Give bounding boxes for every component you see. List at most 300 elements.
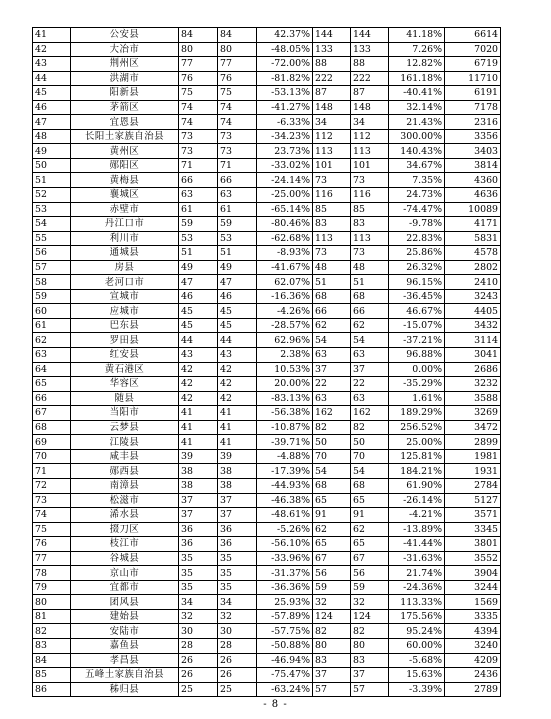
value-c-cell: 56 xyxy=(313,566,351,581)
region-name-cell: 建始县 xyxy=(71,609,179,624)
change-a-cell: -31.37% xyxy=(257,566,313,581)
value-a-cell: 53 xyxy=(179,231,218,246)
total-cell: 1931 xyxy=(445,464,501,479)
value-b-cell: 51 xyxy=(218,246,257,261)
value-b-cell: 75 xyxy=(218,86,257,101)
change-a-cell: -63.24% xyxy=(257,682,313,697)
total-cell: 1981 xyxy=(445,449,501,464)
value-d-cell: 57 xyxy=(351,682,389,697)
change-b-cell: 22.83% xyxy=(389,231,445,246)
change-b-cell: 300.00% xyxy=(389,129,445,144)
change-b-cell: -4.21% xyxy=(389,508,445,523)
change-b-cell: -13.89% xyxy=(389,522,445,537)
value-a-cell: 74 xyxy=(179,100,218,115)
value-d-cell: 83 xyxy=(351,217,389,232)
total-cell: 4578 xyxy=(445,246,501,261)
value-a-cell: 36 xyxy=(179,537,218,552)
change-a-cell: -28.57% xyxy=(257,318,313,333)
table-row xyxy=(33,304,501,319)
value-b-cell: 77 xyxy=(218,57,257,72)
value-a-cell: 38 xyxy=(179,464,218,479)
value-a-cell: 41 xyxy=(179,406,218,421)
total-cell: 7020 xyxy=(445,42,501,57)
value-c-cell: 67 xyxy=(313,551,351,566)
total-cell: 4636 xyxy=(445,188,501,203)
value-c-cell: 83 xyxy=(313,653,351,668)
value-b-cell: 30 xyxy=(218,624,257,639)
table-row xyxy=(33,86,501,101)
value-c-cell: 162 xyxy=(313,406,351,421)
table-row xyxy=(33,377,501,392)
change-a-cell: 23.73% xyxy=(257,144,313,159)
change-a-cell: -39.71% xyxy=(257,435,313,450)
rank-cell: 58 xyxy=(33,275,71,290)
rank-cell: 54 xyxy=(33,217,71,232)
total-cell: 1569 xyxy=(445,595,501,610)
change-b-cell: -37.21% xyxy=(389,333,445,348)
region-name-cell: 宣城市 xyxy=(71,289,179,304)
total-cell: 3240 xyxy=(445,638,501,653)
value-c-cell: 54 xyxy=(313,464,351,479)
change-a-cell: -81.82% xyxy=(257,71,313,86)
value-d-cell: 162 xyxy=(351,406,389,421)
value-b-cell: 38 xyxy=(218,478,257,493)
change-a-cell: -48.05% xyxy=(257,42,313,57)
rank-cell: 42 xyxy=(33,42,71,57)
value-d-cell: 65 xyxy=(351,493,389,508)
value-d-cell: 70 xyxy=(351,449,389,464)
table-row xyxy=(33,609,501,624)
table-row xyxy=(33,624,501,639)
value-d-cell: 82 xyxy=(351,420,389,435)
rank-cell: 64 xyxy=(33,362,71,377)
table-row xyxy=(33,668,501,683)
rank-cell: 69 xyxy=(33,435,71,450)
change-b-cell: 256.52% xyxy=(389,420,445,435)
value-b-cell: 53 xyxy=(218,231,257,246)
value-c-cell: 83 xyxy=(313,217,351,232)
table-row xyxy=(33,289,501,304)
change-b-cell: 21.74% xyxy=(389,566,445,581)
table-row xyxy=(33,449,501,464)
page-number: - 8 - xyxy=(263,699,288,710)
region-name-cell: 郧阳区 xyxy=(71,158,179,173)
total-cell: 11710 xyxy=(445,71,501,86)
change-a-cell: -46.94% xyxy=(257,653,313,668)
value-c-cell: 87 xyxy=(313,86,351,101)
region-name-cell: 团风县 xyxy=(71,595,179,610)
region-name-cell: 荆州区 xyxy=(71,57,179,72)
total-cell: 3345 xyxy=(445,522,501,537)
value-b-cell: 28 xyxy=(218,638,257,653)
region-name-cell: 红安县 xyxy=(71,348,179,363)
value-d-cell: 112 xyxy=(351,129,389,144)
region-name-cell: 黄州区 xyxy=(71,144,179,159)
rank-cell: 76 xyxy=(33,537,71,552)
value-a-cell: 42 xyxy=(179,377,218,392)
region-name-cell: 京山市 xyxy=(71,566,179,581)
rank-cell: 74 xyxy=(33,508,71,523)
value-d-cell: 48 xyxy=(351,260,389,275)
total-cell: 4209 xyxy=(445,653,501,668)
value-b-cell: 66 xyxy=(218,173,257,188)
value-c-cell: 65 xyxy=(313,537,351,552)
value-b-cell: 42 xyxy=(218,391,257,406)
rank-cell: 86 xyxy=(33,682,71,697)
value-c-cell: 50 xyxy=(313,435,351,450)
value-b-cell: 61 xyxy=(218,202,257,217)
change-b-cell: 175.56% xyxy=(389,609,445,624)
change-b-cell: 24.73% xyxy=(389,188,445,203)
change-a-cell: -56.38% xyxy=(257,406,313,421)
value-a-cell: 73 xyxy=(179,144,218,159)
change-a-cell: -48.61% xyxy=(257,508,313,523)
region-name-cell: 利川市 xyxy=(71,231,179,246)
change-b-cell: 25.00% xyxy=(389,435,445,450)
value-a-cell: 41 xyxy=(179,435,218,450)
value-b-cell: 73 xyxy=(218,144,257,159)
value-c-cell: 48 xyxy=(313,260,351,275)
total-cell: 3232 xyxy=(445,377,501,392)
value-d-cell: 62 xyxy=(351,522,389,537)
table-row xyxy=(33,217,501,232)
value-a-cell: 34 xyxy=(179,595,218,610)
region-name-cell: 应城市 xyxy=(71,304,179,319)
value-d-cell: 54 xyxy=(351,464,389,479)
table-row xyxy=(33,464,501,479)
table-row xyxy=(33,551,501,566)
table-row xyxy=(33,202,501,217)
value-a-cell: 75 xyxy=(179,86,218,101)
region-name-cell: 丹江口市 xyxy=(71,217,179,232)
region-name-cell: 阳新县 xyxy=(71,86,179,101)
rank-cell: 68 xyxy=(33,420,71,435)
table-row xyxy=(33,158,501,173)
change-a-cell: -17.39% xyxy=(257,464,313,479)
value-b-cell: 59 xyxy=(218,217,257,232)
change-a-cell: -80.46% xyxy=(257,217,313,232)
rank-cell: 41 xyxy=(33,28,71,43)
change-a-cell: -75.47% xyxy=(257,668,313,683)
region-name-cell: 罗田县 xyxy=(71,333,179,348)
region-name-cell: 安陆市 xyxy=(71,624,179,639)
value-c-cell: 34 xyxy=(313,115,351,130)
rank-cell: 80 xyxy=(33,595,71,610)
value-c-cell: 63 xyxy=(313,348,351,363)
value-d-cell: 133 xyxy=(351,42,389,57)
value-d-cell: 65 xyxy=(351,537,389,552)
value-c-cell: 51 xyxy=(313,275,351,290)
change-b-cell: -24.36% xyxy=(389,580,445,595)
total-cell: 2410 xyxy=(445,275,501,290)
value-d-cell: 67 xyxy=(351,551,389,566)
rank-cell: 51 xyxy=(33,173,71,188)
region-name-cell: 洪湖市 xyxy=(71,71,179,86)
rank-cell: 71 xyxy=(33,464,71,479)
table-row xyxy=(33,318,501,333)
value-a-cell: 73 xyxy=(179,129,218,144)
change-b-cell: 60.00% xyxy=(389,638,445,653)
change-a-cell: -10.87% xyxy=(257,420,313,435)
change-a-cell: -16.36% xyxy=(257,289,313,304)
change-a-cell: -62.68% xyxy=(257,231,313,246)
value-b-cell: 37 xyxy=(218,508,257,523)
region-name-cell: 大冶市 xyxy=(71,42,179,57)
value-c-cell: 37 xyxy=(313,362,351,377)
value-a-cell: 44 xyxy=(179,333,218,348)
total-cell: 3472 xyxy=(445,420,501,435)
rank-cell: 48 xyxy=(33,129,71,144)
table-row xyxy=(33,275,501,290)
value-b-cell: 80 xyxy=(218,42,257,57)
total-cell: 2802 xyxy=(445,260,501,275)
rank-cell: 47 xyxy=(33,115,71,130)
change-a-cell: -4.88% xyxy=(257,449,313,464)
value-a-cell: 35 xyxy=(179,551,218,566)
total-cell: 3432 xyxy=(445,318,501,333)
value-b-cell: 46 xyxy=(218,289,257,304)
change-a-cell: 20.00% xyxy=(257,377,313,392)
value-c-cell: 101 xyxy=(313,158,351,173)
value-a-cell: 32 xyxy=(179,609,218,624)
total-cell: 3335 xyxy=(445,609,501,624)
region-name-cell: 云梦县 xyxy=(71,420,179,435)
total-cell: 3588 xyxy=(445,391,501,406)
change-a-cell: -34.23% xyxy=(257,129,313,144)
value-d-cell: 68 xyxy=(351,289,389,304)
table-row xyxy=(33,260,501,275)
value-d-cell: 148 xyxy=(351,100,389,115)
table-row xyxy=(33,580,501,595)
table-row xyxy=(33,406,501,421)
value-c-cell: 32 xyxy=(313,595,351,610)
table-row xyxy=(33,57,501,72)
value-a-cell: 26 xyxy=(179,668,218,683)
value-d-cell: 124 xyxy=(351,609,389,624)
value-c-cell: 22 xyxy=(313,377,351,392)
value-a-cell: 80 xyxy=(179,42,218,57)
value-a-cell: 30 xyxy=(179,624,218,639)
change-a-cell: -44.93% xyxy=(257,478,313,493)
value-c-cell: 112 xyxy=(313,129,351,144)
value-b-cell: 47 xyxy=(218,275,257,290)
total-cell: 6719 xyxy=(445,57,501,72)
value-b-cell: 45 xyxy=(218,318,257,333)
value-d-cell: 63 xyxy=(351,391,389,406)
value-a-cell: 26 xyxy=(179,653,218,668)
value-c-cell: 73 xyxy=(313,173,351,188)
value-d-cell: 83 xyxy=(351,653,389,668)
change-a-cell: -65.14% xyxy=(257,202,313,217)
value-a-cell: 71 xyxy=(179,158,218,173)
value-c-cell: 65 xyxy=(313,493,351,508)
value-b-cell: 25 xyxy=(218,682,257,697)
rank-cell: 45 xyxy=(33,86,71,101)
change-a-cell: 42.37% xyxy=(257,28,313,43)
value-c-cell: 62 xyxy=(313,522,351,537)
table-row xyxy=(33,333,501,348)
change-b-cell: 26.32% xyxy=(389,260,445,275)
table-row xyxy=(33,42,501,57)
value-c-cell: 62 xyxy=(313,318,351,333)
value-c-cell: 73 xyxy=(313,246,351,261)
change-b-cell: -36.45% xyxy=(389,289,445,304)
value-c-cell: 80 xyxy=(313,638,351,653)
table-row xyxy=(33,420,501,435)
region-name-cell: 咸丰县 xyxy=(71,449,179,464)
total-cell: 10089 xyxy=(445,202,501,217)
value-c-cell: 70 xyxy=(313,449,351,464)
change-b-cell: 32.14% xyxy=(389,100,445,115)
region-name-cell: 掇刀区 xyxy=(71,522,179,537)
value-b-cell: 63 xyxy=(218,188,257,203)
rank-cell: 78 xyxy=(33,566,71,581)
total-cell: 4394 xyxy=(445,624,501,639)
change-b-cell: 161.18% xyxy=(389,71,445,86)
value-d-cell: 66 xyxy=(351,304,389,319)
change-a-cell: 2.38% xyxy=(257,348,313,363)
table-row xyxy=(33,508,501,523)
rank-cell: 73 xyxy=(33,493,71,508)
rank-cell: 53 xyxy=(33,202,71,217)
region-name-cell: 长阳土家族自治县 xyxy=(71,129,179,144)
rank-cell: 65 xyxy=(33,377,71,392)
region-name-cell: 宜恩县 xyxy=(71,115,179,130)
change-b-cell: 34.67% xyxy=(389,158,445,173)
region-name-cell: 老河口市 xyxy=(71,275,179,290)
rank-cell: 44 xyxy=(33,71,71,86)
value-b-cell: 74 xyxy=(218,100,257,115)
change-b-cell: 1.61% xyxy=(389,391,445,406)
change-a-cell: -25.00% xyxy=(257,188,313,203)
table-row xyxy=(33,493,501,508)
region-name-cell: 襄城区 xyxy=(71,188,179,203)
value-d-cell: 68 xyxy=(351,478,389,493)
table-row xyxy=(33,231,501,246)
total-cell: 6614 xyxy=(445,28,501,43)
total-cell: 3904 xyxy=(445,566,501,581)
change-b-cell: -3.39% xyxy=(389,682,445,697)
value-b-cell: 36 xyxy=(218,537,257,552)
change-b-cell: 189.29% xyxy=(389,406,445,421)
value-d-cell: 101 xyxy=(351,158,389,173)
value-a-cell: 45 xyxy=(179,304,218,319)
change-a-cell: -33.96% xyxy=(257,551,313,566)
rank-cell: 83 xyxy=(33,638,71,653)
value-c-cell: 59 xyxy=(313,580,351,595)
change-a-cell: -57.75% xyxy=(257,624,313,639)
change-a-cell: -33.02% xyxy=(257,158,313,173)
value-d-cell: 51 xyxy=(351,275,389,290)
value-a-cell: 42 xyxy=(179,362,218,377)
table-row xyxy=(33,595,501,610)
rank-cell: 70 xyxy=(33,449,71,464)
region-name-cell: 华容区 xyxy=(71,377,179,392)
table-row xyxy=(33,188,501,203)
value-d-cell: 85 xyxy=(351,202,389,217)
change-a-cell: -53.13% xyxy=(257,86,313,101)
value-c-cell: 37 xyxy=(313,668,351,683)
value-c-cell: 91 xyxy=(313,508,351,523)
rank-cell: 72 xyxy=(33,478,71,493)
rank-cell: 61 xyxy=(33,318,71,333)
value-c-cell: 148 xyxy=(313,100,351,115)
total-cell: 3814 xyxy=(445,158,501,173)
table-row xyxy=(33,435,501,450)
total-cell: 3269 xyxy=(445,406,501,421)
change-a-cell: -50.88% xyxy=(257,638,313,653)
value-c-cell: 113 xyxy=(313,231,351,246)
value-c-cell: 63 xyxy=(313,391,351,406)
change-b-cell: 46.67% xyxy=(389,304,445,319)
value-a-cell: 76 xyxy=(179,71,218,86)
change-b-cell: 113.33% xyxy=(389,595,445,610)
value-a-cell: 49 xyxy=(179,260,218,275)
value-d-cell: 144 xyxy=(351,28,389,43)
change-a-cell: -57.89% xyxy=(257,609,313,624)
change-a-cell: 62.07% xyxy=(257,275,313,290)
value-b-cell: 84 xyxy=(218,28,257,43)
change-a-cell: -4.26% xyxy=(257,304,313,319)
total-cell: 2436 xyxy=(445,668,501,683)
region-name-cell: 孝昌县 xyxy=(71,653,179,668)
value-d-cell: 116 xyxy=(351,188,389,203)
value-c-cell: 144 xyxy=(313,28,351,43)
value-b-cell: 38 xyxy=(218,464,257,479)
change-a-cell: -41.67% xyxy=(257,260,313,275)
region-name-cell: 随县 xyxy=(71,391,179,406)
value-a-cell: 35 xyxy=(179,566,218,581)
rank-cell: 75 xyxy=(33,522,71,537)
change-b-cell: 95.24% xyxy=(389,624,445,639)
table-row xyxy=(33,129,501,144)
change-a-cell: -36.36% xyxy=(257,580,313,595)
rank-cell: 49 xyxy=(33,144,71,159)
change-b-cell: -74.47% xyxy=(389,202,445,217)
table-row xyxy=(33,28,501,43)
value-d-cell: 73 xyxy=(351,246,389,261)
change-b-cell: 125.81% xyxy=(389,449,445,464)
value-d-cell: 80 xyxy=(351,638,389,653)
value-a-cell: 74 xyxy=(179,115,218,130)
value-a-cell: 28 xyxy=(179,638,218,653)
value-b-cell: 41 xyxy=(218,406,257,421)
region-name-cell: 嘉鱼县 xyxy=(71,638,179,653)
rank-cell: 62 xyxy=(33,333,71,348)
table-body xyxy=(33,28,501,697)
value-c-cell: 133 xyxy=(313,42,351,57)
change-b-cell: -26.14% xyxy=(389,493,445,508)
data-table xyxy=(32,27,501,697)
total-cell: 3114 xyxy=(445,333,501,348)
total-cell: 3041 xyxy=(445,348,501,363)
value-c-cell: 113 xyxy=(313,144,351,159)
value-c-cell: 88 xyxy=(313,57,351,72)
value-c-cell: 124 xyxy=(313,609,351,624)
rank-cell: 52 xyxy=(33,188,71,203)
total-cell: 4171 xyxy=(445,217,501,232)
value-d-cell: 56 xyxy=(351,566,389,581)
table-row xyxy=(33,348,501,363)
change-b-cell: 7.26% xyxy=(389,42,445,57)
region-name-cell: 赤壁市 xyxy=(71,202,179,217)
table-row xyxy=(33,362,501,377)
value-c-cell: 68 xyxy=(313,289,351,304)
change-a-cell: 10.53% xyxy=(257,362,313,377)
value-a-cell: 37 xyxy=(179,493,218,508)
change-b-cell: 15.63% xyxy=(389,668,445,683)
value-b-cell: 41 xyxy=(218,420,257,435)
